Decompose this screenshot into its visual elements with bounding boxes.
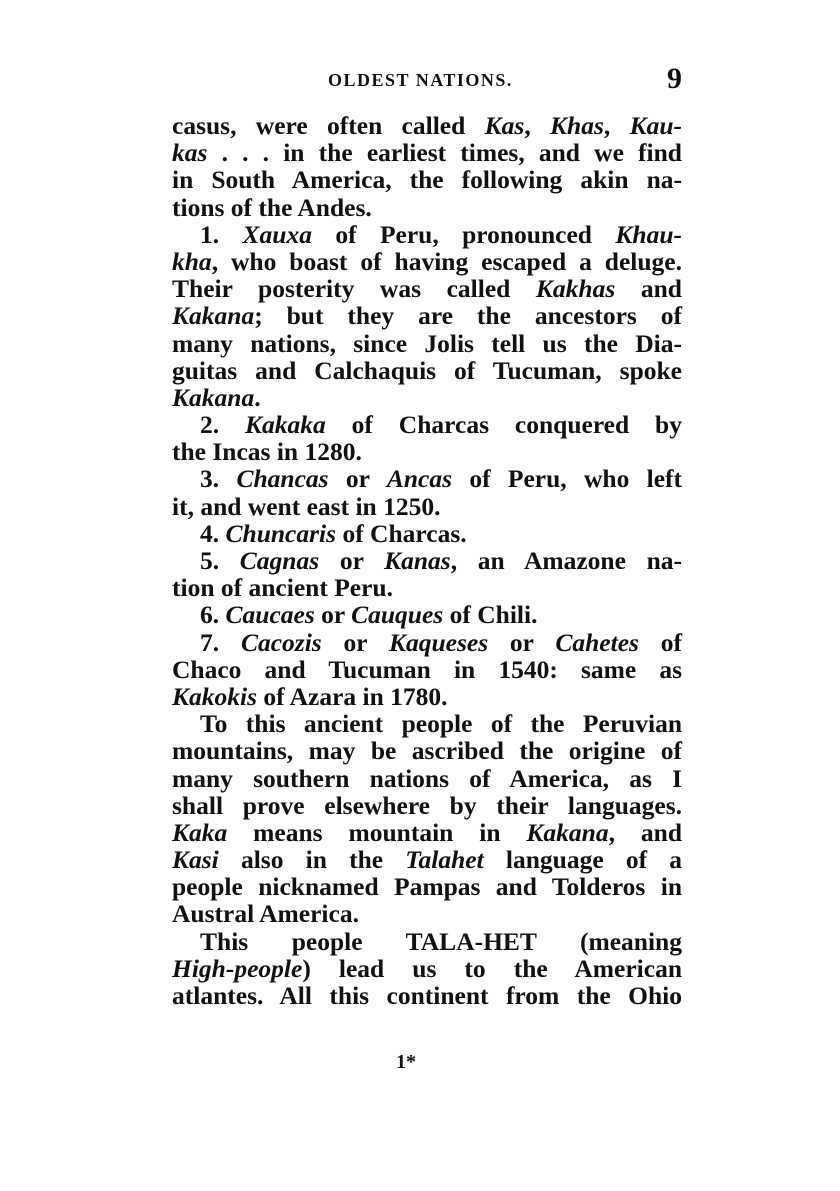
text-run: 4. [200,518,226,548]
text-line [172,601,682,628]
text-line [172,547,682,574]
text-run: 6. [200,600,226,630]
text-run: ) lead us to the American [302,953,682,983]
body-text [172,112,682,1009]
text-line [172,656,682,683]
text-run: . [254,382,261,412]
text-line [172,357,682,384]
text-run: of Azara in 1780. [257,681,448,711]
text-run: or [321,627,389,657]
text-run: means mountain in [227,817,527,847]
italic-term: Kakokis [172,681,258,711]
italic-term: High-people [172,953,303,983]
italic-term: Chuncaris [225,518,337,548]
italic-term: Khas [550,111,604,140]
italic-term: Chancas [236,464,329,494]
text-line [172,384,682,411]
text-line [172,683,682,710]
text-run: of [638,627,683,657]
text-run: many nations, since Jolis tell us the Dia- [172,328,682,358]
italic-term: Cahetes [555,627,639,657]
italic-term: Kas [484,111,525,140]
italic-term: Cacozis [240,627,322,657]
text-run: 7. [200,627,241,657]
text-run: also in the [218,845,406,875]
text-line [172,737,682,764]
italic-term: Cagnas [239,546,320,575]
text-line [172,493,682,520]
text-line [172,955,682,982]
page-number: 9 [667,62,682,95]
text-run: mountains, may be ascribed the origine of [172,736,682,766]
text-line [172,166,682,193]
italic-term: Caucaes [225,600,315,630]
italic-term: Kasi [172,845,219,875]
text-run: or [319,546,385,575]
text-line [172,520,682,547]
text-line [172,710,682,737]
text-run: of Peru, who left [452,464,683,494]
italic-term: Kakaka [245,410,326,440]
text-run: of Charcas conquered by [325,410,682,440]
italic-term: Talahet [405,845,484,875]
text-run: atlantes. All this continent from the Ohio [172,981,682,1010]
text-run: casus, were often called [172,111,485,140]
italic-term: Khau- [615,219,682,249]
text-run: Their posterity was called [172,274,536,304]
text-run: and [615,274,682,304]
text-run: guitas and Calchaquis of Tucuman, spoke [172,355,682,385]
text-line [172,221,682,248]
text-line [172,928,682,955]
text-run: the Incas in 1280. [172,437,362,467]
italic-term: Kaka [172,817,228,847]
text-line [172,411,682,438]
text-run: 3. [200,464,237,494]
text-run: 5. [200,546,240,575]
italic-term: Kaqueses [388,627,489,657]
text-run: , [603,111,630,140]
text-run: tions of the Andes. [172,192,372,222]
text-run: many southern nations of America, as I [172,763,682,793]
text-run: , who boast of having escaped a deluge. [211,246,682,276]
text-run: language of a [483,845,682,875]
italic-term: kha [172,246,212,276]
text-run: , an Amazone na- [450,546,683,575]
text-run: or [328,464,387,494]
text-run: To this ancient people of the Peruvian [200,709,682,739]
text-line [172,765,682,792]
text-line [172,302,682,329]
italic-term: Kau- [629,111,683,140]
text-line [172,330,682,357]
text-run: , and [608,817,682,847]
text-run: Chaco and Tucuman in 1540: same as [172,654,682,684]
text-line [172,873,682,900]
text-run: of Charcas. [336,518,467,548]
text-run: shall prove elsewhere by their languages. [172,790,682,820]
italic-term: Cauques [351,600,444,630]
italic-term: Xauxa [242,219,312,249]
text-run: in South America, the following akin na- [172,165,682,195]
text-run: This people TALA-HET (meaning [200,926,682,956]
text-line [172,438,682,465]
text-run: tion of ancient Peru. [172,573,393,603]
text-line [172,629,682,656]
text-line [172,792,682,819]
text-run: , [524,111,551,140]
text-line [172,275,682,302]
italic-term: Kanas [384,546,451,575]
text-run: of Peru, pronounced [311,219,616,249]
running-head: OLDEST NATIONS. [328,70,513,90]
text-line [172,248,682,275]
text-run: 2. [200,410,246,440]
text-line [172,982,682,1009]
text-line [172,465,682,492]
page-header [172,62,682,98]
text-run: or [314,600,352,630]
italic-term: Kakana [172,382,255,412]
text-run: of Chili. [443,600,538,630]
text-line [172,112,682,139]
text-run: 1. [200,219,243,249]
text-run: it, and went east in 1250. [172,491,441,521]
text-run: Austral America. [172,899,359,929]
text-line [172,819,682,846]
italic-term: Kakana [172,301,255,331]
text-line [172,194,682,221]
italic-term: Kakhas [535,274,616,304]
text-run: people nicknamed Pampas and Tolderos in [172,872,682,902]
text-line [172,900,682,927]
text-run: . . . in the earliest times, and we find [207,138,682,168]
text-run: ; but they are the ancestors of [254,301,682,331]
text-line [172,846,682,873]
signature-mark: 1* [396,1051,416,1073]
italic-term: kas [172,138,208,168]
text-run: or [488,627,556,657]
italic-term: Ancas [386,464,453,494]
text-line [172,574,682,601]
text-line [172,139,682,166]
italic-term: Kakana [526,817,609,847]
